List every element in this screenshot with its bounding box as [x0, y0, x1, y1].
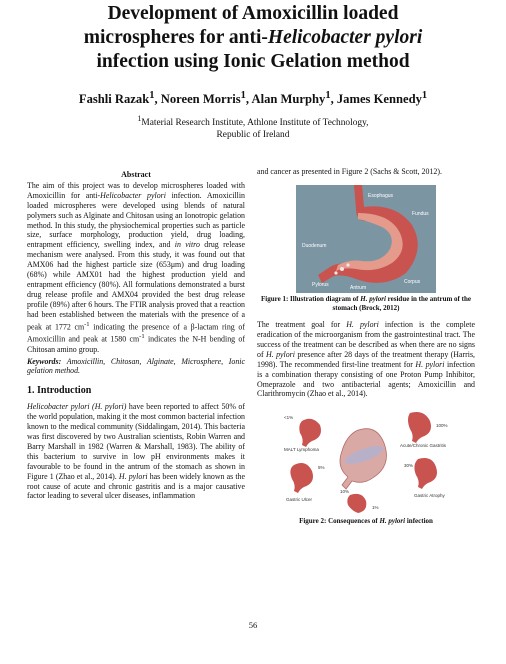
stomach-diagram — [296, 185, 436, 293]
pct-cancer-a: 10% — [340, 489, 350, 495]
abstract-run: infection. Amoxicillin loaded microspheres were developed using blends of natural polymers such as Alginate and Chitosan using an Ionotropic gelation method. In this study, the physiochemical properties such as particle size, surface morphology, production yield, drug loading, entrapment efficiency, swelling index, and — [27, 190, 245, 250]
intro-italic: Helicobacter pylori (H. pylori) — [27, 402, 127, 412]
title-line-1: Development of Amoxicillin loaded — [107, 3, 399, 24]
pct-gastritis: 100% — [436, 423, 448, 429]
abstract-run: drug release mechanism were analysed. From this study, it was found out that AMX06 had the highest particle size (653μm) and drug loading (68%) while AMX01 had the highest production yield and entrapment efficiency (80%). All formulations demonstrated a burst drug release profile and AMX04 provided the best drug release profile (89%) after 6 hours. The FTIR analysis proved that a reaction had been established between the materials with the presence of a peak at 1772 cm — [27, 240, 245, 332]
caption-run: Figure 2: Consequences of — [299, 517, 380, 526]
spacer — [257, 312, 475, 320]
treatment-run: The treatment goal for — [257, 320, 347, 330]
author-list: Fashli Razak$^1$, Noreen Morris$^1$, Alan Murphy$^1$, James Kennedy$^1$ — [78, 90, 428, 107]
caption-run: residue in the antrum of the stomach (Brock, 2012) — [332, 294, 471, 312]
abstract-heading: Abstract — [121, 170, 151, 179]
title-line-2-prefix: microspheres for anti- — [83, 27, 268, 48]
paper-title — [14, 2, 492, 74]
affiliation — [14, 113, 492, 141]
figure-1-caption — [257, 295, 475, 312]
abstract-run: The aim of this project was to develop microspheres loaded with Amoxicillin for anti- — [27, 180, 245, 200]
affiliation-line-2: Republic of Ireland — [216, 130, 290, 141]
pct-malt: <1% — [284, 415, 294, 421]
left-column — [27, 170, 245, 501]
intro-run: has been widely known as the root cause of acute and chronic gastritis and is a major causative factor leading to several ulcer diseases, inflammation — [27, 471, 245, 501]
author-name: Fashli Razak — [78, 92, 150, 107]
title-line-3: infection using Ionic Gelation method — [96, 51, 410, 72]
author-name: Alan Murphy — [251, 92, 326, 107]
figure-2-caption — [257, 517, 475, 526]
page-number: 56 — [248, 620, 258, 630]
label-ulcer: Gastric Ulcer — [286, 497, 313, 503]
section-heading-introduction: 1. Introduction — [27, 385, 92, 397]
treatment-paragraph — [257, 320, 475, 399]
pct-cancer-b: 1% — [372, 505, 379, 511]
label-duodenum: Duodenum — [302, 242, 327, 249]
caption-italic: H. pylori — [379, 517, 406, 526]
bacteria-dot — [340, 267, 344, 271]
label-gastritis: Acute/Chronic Gastritis — [400, 443, 447, 449]
intro-run: have been reported to affect 50% of the world population, making it the most common bacterial infection known to the medical community (Siddalingam, 2014). This bacteria was first discovered by two Australian scientists, Robin Warren and Barry Marshall in 1982 (Warren & Marshall, 1983). The ability of this bacterium to survive in low pH environments makes it favourable to be found in the antrum of the stomach as shown in Figure 1 (Zhao et al., 2014). — [27, 402, 246, 481]
treatment-run: infection is a combination therapy consisting of one Proton Pump Inhibitor, Omeprazole and two antibacterial agents; Amoxicillin and Clarithromycin (Zhao et al., 2014). — [257, 359, 475, 399]
caption-run: Figure 1: Illustration diagram of — [261, 294, 361, 303]
treatment-italic: H. pylori — [265, 349, 295, 359]
intro-continued: and cancer as presented in Figure 2 (Sachs & Scott, 2012). — [257, 167, 442, 176]
author-name: James Kennedy — [336, 92, 422, 107]
treatment-run: infection is the complete eradication of the microorganism from the gastrointestinal tract. The success of the treatment can be described as when there are no signs of — [257, 320, 475, 359]
pct-atrophy: 30% — [404, 463, 414, 469]
bacteria-dot — [334, 271, 337, 274]
bacteria-dot — [346, 263, 349, 266]
title-line-2 — [14, 26, 492, 50]
author-sup: 1 — [421, 90, 428, 101]
label-pylorus: Pylorus — [312, 281, 329, 288]
right-column — [257, 167, 475, 526]
keywords — [27, 357, 245, 377]
affiliation-sup: 1 — [137, 114, 142, 123]
label-antrum: Antrum — [350, 284, 367, 291]
affiliation-line-1 — [14, 113, 492, 129]
title-line-2-italic: Helicobacter pylori — [267, 27, 423, 48]
label-atrophy: Gastric Atrophy — [414, 493, 445, 499]
label-corpus: Corpus — [404, 278, 421, 285]
keywords-text: Amoxicillin, Chitosan, Alginate, Microsphere, Ionic gelation method. — [27, 356, 245, 376]
keywords-label: Keywords: — [27, 356, 62, 366]
figure-2 — [280, 407, 452, 515]
treatment-run: presence after 28 days of the treatment therapy (Harris, 1998). The recommended first-line treatment for — [257, 349, 475, 369]
abstract-italic: Helicobacter pylori — [100, 190, 166, 200]
consequences-diagram — [280, 407, 452, 515]
author-sup: 1 — [240, 90, 246, 101]
abstract-sup: -1 — [139, 333, 145, 341]
figure-1 — [296, 185, 436, 293]
label-malt: MALT Lymphoma — [284, 447, 319, 453]
treatment-italic: H. pylori — [415, 359, 445, 369]
affiliation-text-1: Material Research Institute, Athlone Institute of Technology, — [141, 118, 369, 129]
abstract-run: indicates the N-H bending of Chitosan amino group. — [27, 334, 245, 354]
abstract-run: indicating the presence of a β-lactam ring of Amoxicillin and peak at 1580 cm — [27, 322, 245, 344]
abstract-text — [27, 181, 245, 355]
label-fundus: Fundus — [412, 210, 429, 217]
intro-text — [27, 402, 245, 501]
caption-italic: H. pylori — [360, 294, 386, 303]
author-name: Noreen Morris — [160, 92, 241, 107]
intro-italic: H. pylori — [118, 471, 148, 481]
author-sup: 1 — [325, 90, 331, 101]
abstract-italic: in vitro — [174, 240, 200, 250]
pct-ulcer: 5% — [318, 465, 325, 471]
label-esophagus: Esophagus — [368, 192, 394, 199]
author-sup: 1 — [149, 90, 155, 101]
abstract-sup: -1 — [84, 320, 90, 328]
treatment-italic: H. pylori — [346, 320, 379, 330]
caption-run: infection — [405, 517, 433, 526]
